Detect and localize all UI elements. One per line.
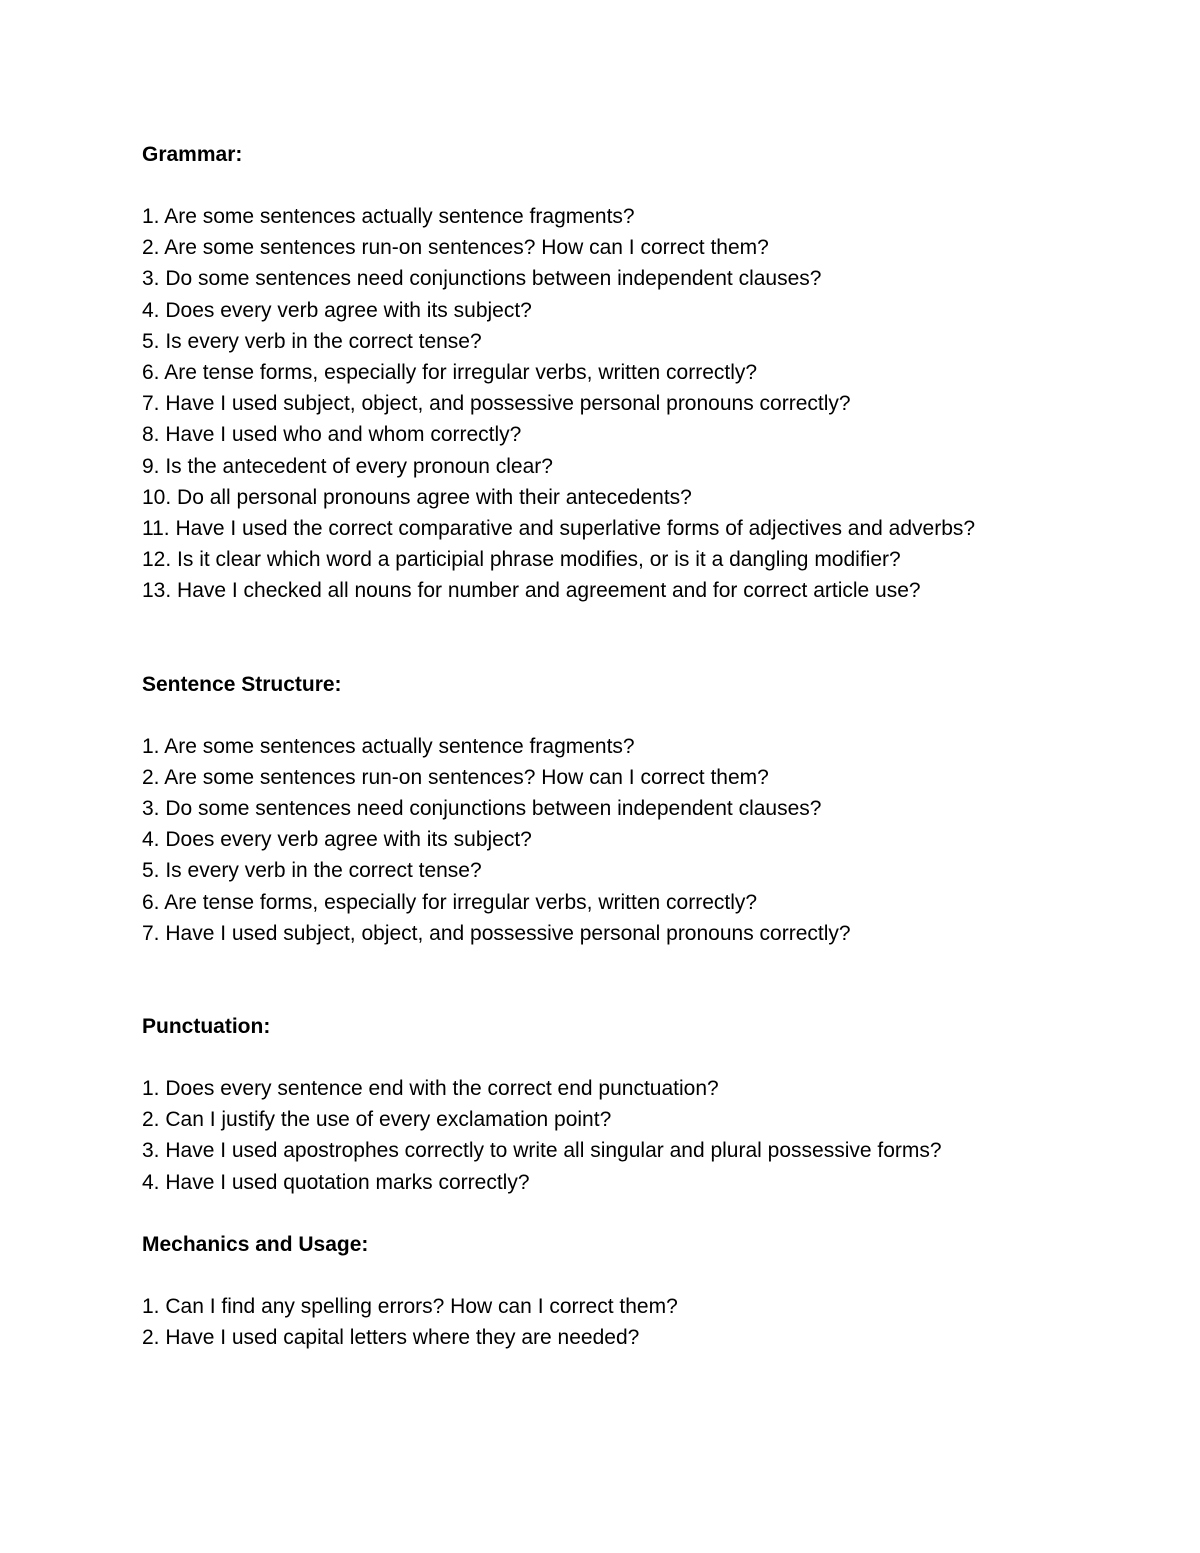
checklist [142,201,1062,607]
checklist-item: 1. Does every sentence end with the correct end punctuation? [142,1077,719,1101]
checklist-item: 10. Do all personal pronouns agree with their antecedents? [142,485,692,509]
checklist [142,1291,1062,1353]
checklist [142,1073,1062,1198]
section-heading: Mechanics and Usage: [142,1232,369,1256]
checklist-item: 9. Is the antecedent of every pronoun clear? [142,454,553,478]
checklist-item: 2. Can I justify the use of every exclamation point? [142,1108,612,1132]
section-sentence-structure [142,669,1062,949]
checklist-item: 1. Are some sentences actually sentence fragments? [142,205,635,228]
checklist-item: 4. Have I used quotation marks correctly? [142,1170,530,1194]
checklist-item: 1. Can I find any spelling errors? How can I correct them? [142,1294,678,1318]
checklist-item: 6. Are tense forms, especially for irregular verbs, written correctly? [142,890,758,914]
checklist-item: 11. Have I used the correct comparative and superlative forms of adjectives and adverbs? [142,517,976,541]
checklist-item: 2. Are some sentences run-on sentences? How can I correct them? [142,765,769,789]
checklist-item: 5. Is every verb in the correct tense? [142,329,482,353]
checklist-item: 3. Have I used apostrophes correctly to write all singular and plural possessive forms? [142,1139,942,1163]
checklist-item: 4. Does every verb agree with its subject? [142,298,532,322]
section-heading: Sentence Structure: [142,672,342,696]
checklist-item: 7. Have I used subject, object, and possessive personal pronouns correctly? [142,921,851,945]
section-mechanics-and-usage [142,1229,1062,1353]
checklist-item: 13. Have I checked all nouns for number and agreement and for correct article use? [142,579,921,603]
section-punctuation [142,1011,1062,1198]
section-grammar [142,139,1062,607]
section-heading: Grammar: [142,143,243,166]
checklist-item: 8. Have I used who and whom correctly? [142,423,522,447]
checklist-item: 1. Are some sentences actually sentence fragments? [142,734,635,758]
checklist-item: 2. Have I used capital letters where they are needed? [142,1326,640,1350]
checklist [142,731,1062,949]
checklist-item: 12. Is it clear which word a participial phrase modifies, or is it a dangling modifier? [142,548,901,572]
checklist-item: 5. Is every verb in the correct tense? [142,859,482,883]
checklist-item: 6. Are tense forms, especially for irregular verbs, written correctly? [142,361,758,385]
checklist-item: 2. Are some sentences run-on sentences? How can I correct them? [142,236,769,260]
checklist-item: 7. Have I used subject, object, and possessive personal pronouns correctly? [142,392,851,416]
checklist-item: 4. Does every verb agree with its subject? [142,828,532,852]
section-heading: Punctuation: [142,1015,271,1039]
checklist-item: 3. Do some sentences need conjunctions between independent clauses? [142,267,822,291]
checklist-item: 3. Do some sentences need conjunctions between independent clauses? [142,797,822,821]
document-page [142,139,1062,1353]
